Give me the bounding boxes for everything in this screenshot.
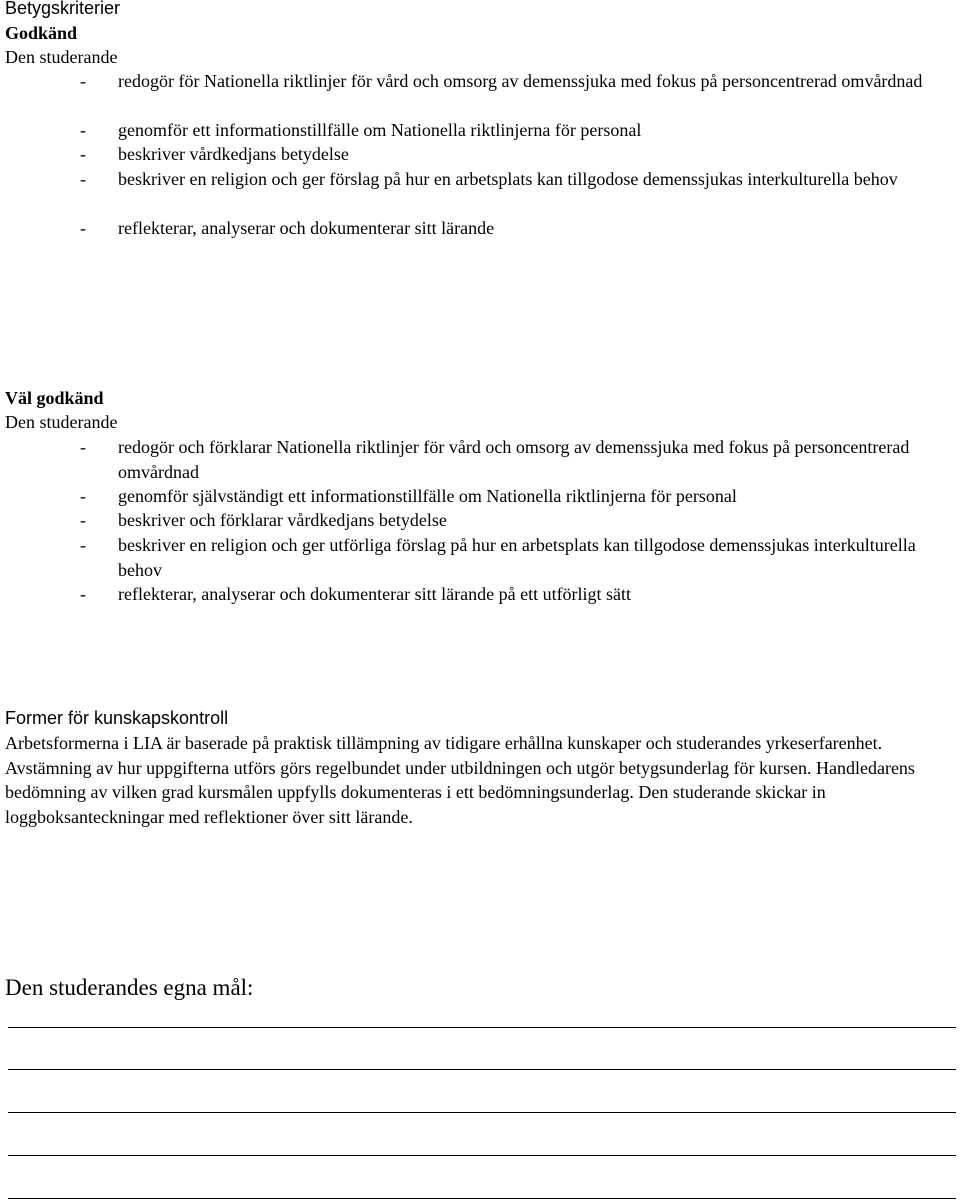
list-bullet: -: [80, 535, 86, 555]
list-item-text: genomför ett informationstillfälle om Nationella riktlinjerna för personal: [118, 120, 642, 140]
list-item-text: beskriver vårdkedjans betydelse: [118, 144, 349, 164]
godkand-subject: Den studerande: [5, 47, 118, 67]
list-item-text: reflekterar, analyserar och dokumenterar sitt lärande: [118, 218, 495, 238]
list-bullet: -: [80, 169, 86, 189]
writing-line: [8, 1198, 956, 1199]
list-bullet: -: [80, 486, 86, 506]
list-bullet: -: [80, 71, 86, 91]
list-item-text: beskriver en religion och ger förslag på hur en arbetsplats kan tillgodose demenssjukas interkulturella behov: [118, 169, 898, 189]
former-heading: Former för kunskapskontroll: [5, 708, 229, 728]
list-bullet: -: [80, 120, 86, 140]
godkand-heading: Godkänd: [5, 23, 78, 43]
list-bullet: -: [80, 584, 86, 604]
writing-line: [8, 1069, 956, 1070]
list-item-text: beskriver och förklarar vårdkedjans betydelse: [118, 510, 447, 530]
list-bullet: -: [80, 218, 86, 238]
goals-title: Den studerandes egna mål:: [5, 975, 254, 1000]
writing-line: [8, 1155, 956, 1156]
document-title: Betygskriterier: [5, 0, 121, 18]
writing-line: [8, 1027, 956, 1028]
val-godkand-heading: Väl godkänd: [5, 388, 104, 408]
former-paragraph: Arbetsformerna i LIA är baserade på praktisk tillämpning av tidigare erhållna kunskaper och studerandes yrkeserfarenhet. Avstämning av hur uppgifterna utförs görs regelbundet under utbildningen och utgör betygsunderlag för kursen. Handledarens bedömning av vilken grad kursmålen uppfylls dokumenteras i ett bedömningsunderlag. Den studerande skickar in loggboksanteckningar med reflektioner över sitt lärande.: [5, 733, 915, 827]
list-bullet: -: [80, 144, 86, 164]
list-item-text: redogör och förklarar Nationella riktlinjer för vård och omsorg av demenssjuka med fokus på personcentrerad omvårdnad: [118, 437, 910, 482]
list-bullet: -: [80, 510, 86, 530]
list-item-text: beskriver en religion och ger utförliga förslag på hur en arbetsplats kan tillgodose demenssjukas interkulturella behov: [118, 535, 916, 580]
list-item-text: genomför självständigt ett informationstillfälle om Nationella riktlinjerna för personal: [118, 486, 737, 506]
list-bullet: -: [80, 437, 86, 457]
list-item-text: reflekterar, analyserar och dokumenterar sitt lärande på ett utförligt sätt: [118, 584, 632, 604]
list-item-text: redogör för Nationella riktlinjer för vård och omsorg av demenssjuka med fokus på personcentrerad omvårdnad: [118, 71, 923, 91]
val-godkand-subject: Den studerande: [5, 412, 118, 432]
writing-line: [8, 1112, 956, 1113]
